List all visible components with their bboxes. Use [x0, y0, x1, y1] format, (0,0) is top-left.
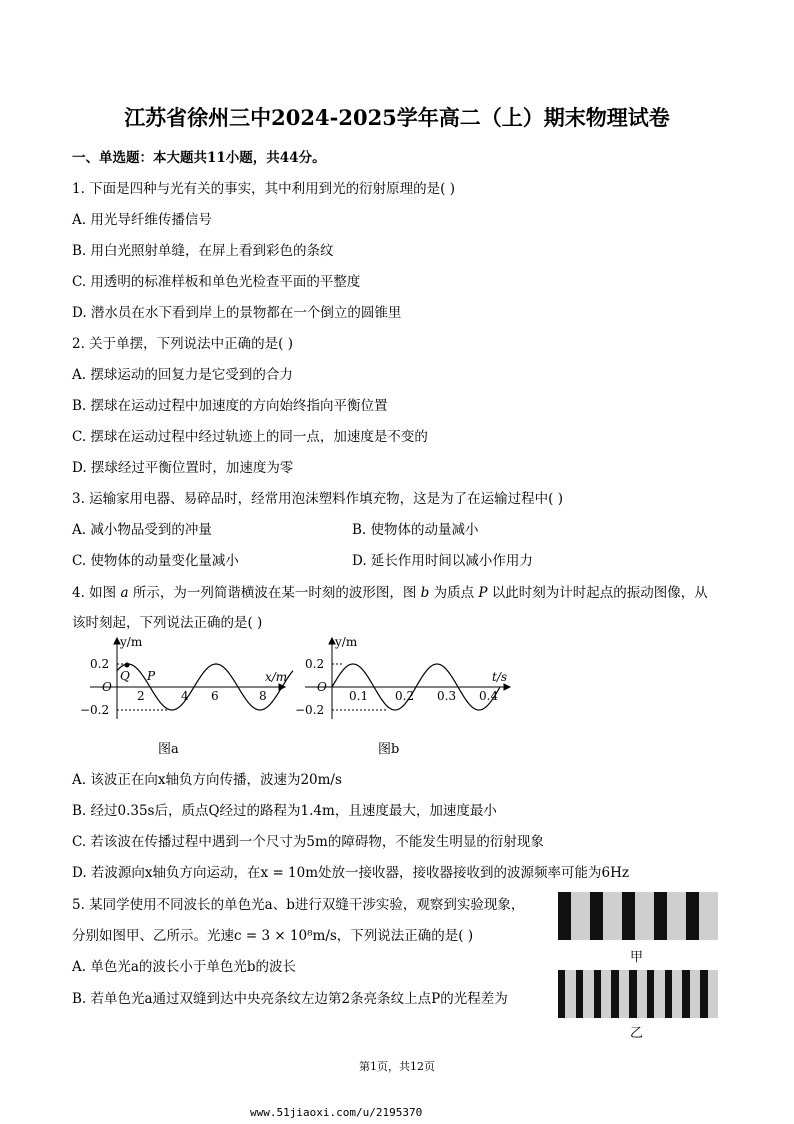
- q4-stem-part: 为质点: [433, 585, 475, 601]
- dark-fringe: [558, 892, 571, 940]
- x-tick: 8: [259, 689, 267, 703]
- q4-stem-part: 所示，为一列简谐横波在某一时刻的波形图，图: [132, 585, 417, 601]
- y-tick-top: 0.2: [305, 657, 325, 671]
- t-axis-arrow: [504, 684, 510, 690]
- dark-fringe: [686, 892, 699, 940]
- page-footer: 第1页，共12页: [359, 1060, 435, 1073]
- q4-stem-line1: [72, 581, 708, 601]
- dark-fringe: [576, 970, 583, 1018]
- q4-stem-part: 以此时刻为计时起点的振动图像，从: [491, 585, 708, 601]
- origin-label: O: [317, 680, 327, 694]
- section-heading: 一、单选题：本大题共11小题，共44分。: [72, 150, 326, 166]
- t-tick: 0.4: [479, 689, 499, 703]
- dark-fringe: [647, 970, 654, 1018]
- q5-option-a: A. 单色光a的波长小于单色光b的波长: [72, 959, 297, 975]
- watermark-url: www.51jiaoxi.com/u/2195370: [250, 1106, 423, 1119]
- q1-option-d: D. 潜水员在水下看到岸上的景物都在一个倒立的圆锥里: [72, 305, 402, 321]
- dark-fringe: [594, 970, 601, 1018]
- y-tick-top: 0.2: [90, 657, 110, 671]
- t-tick: 0.2: [395, 689, 415, 703]
- x-tick: 6: [211, 689, 219, 703]
- q4-var-b: b: [420, 585, 430, 601]
- point-q-label: Q: [120, 669, 130, 683]
- q3-option-d: D. 延长作用时间以减小作用力: [352, 553, 533, 569]
- y-axis-label: y/m: [120, 635, 143, 649]
- y-tick-bottom: −0.2: [80, 703, 110, 717]
- q4-option-a: A. 该波正在向x轴负方向传播，波速为20m/s: [72, 772, 342, 788]
- q3-option-c: C. 使物体的动量变化量减小: [72, 553, 239, 569]
- dark-fringe: [629, 970, 636, 1018]
- wave-graph-a: [80, 634, 300, 724]
- dark-fringe: [590, 892, 603, 940]
- dark-fringe: [654, 892, 667, 940]
- q3-option-b: B. 使物体的动量减小: [352, 522, 479, 538]
- fringe-label-yi: 乙: [630, 1026, 644, 1041]
- q1-option-a: A. 用光导纤维传播信号: [72, 212, 212, 228]
- fringe-pattern-jia: [558, 892, 718, 940]
- q3-option-a: A. 减小物品受到的冲量: [72, 522, 212, 538]
- q2-stem: 2. 关于单摆，下列说法中正确的是( ): [72, 336, 293, 352]
- dark-fringe: [611, 970, 618, 1018]
- figure-a-caption: 图a: [158, 742, 179, 757]
- point-p-label: P: [147, 669, 156, 683]
- q2-option-c: C. 摆球在运动过程中经过轨迹上的同一点，加速度是不变的: [72, 429, 428, 445]
- dark-fringe: [558, 970, 565, 1018]
- q1-stem: 1. 下面是四种与光有关的事实，其中利用到光的衍射原理的是( ): [72, 181, 455, 197]
- t-axis-label: t/s: [492, 670, 508, 684]
- x-axis-label: x/m: [265, 670, 288, 684]
- dark-fringe: [700, 970, 707, 1018]
- q1-option-b: B. 用白光照射单缝，在屏上看到彩色的条纹: [72, 243, 334, 259]
- q4-var-p: P: [478, 585, 488, 601]
- q1-option-c: C. 用透明的标准样板和单色光检查平面的平整度: [72, 274, 361, 290]
- q4-stem-part: 4. 如图: [72, 585, 117, 601]
- t-tick: 0.3: [437, 689, 457, 703]
- q5-stem-line1: 5. 某同学使用不同波长的单色光a、b进行双缝干涉实验，观察到实验现象，: [72, 897, 525, 913]
- q5-stem-line2: 分别如图甲、乙所示。光速c = 3 × 10⁸m/s，下列说法正确的是( ): [72, 928, 474, 944]
- x-tick: 2: [137, 689, 145, 703]
- q2-option-d: D. 摆球经过平衡位置时，加速度为零: [72, 460, 294, 476]
- origin-label: O: [102, 680, 112, 694]
- fringe-label-jia: 甲: [630, 950, 644, 965]
- q4-option-c: C. 若该波在传播过程中遇到一个尺寸为5m的障碍物，不能发生明显的衍射现象: [72, 834, 544, 850]
- q2-option-a: A. 摆球运动的回复力是它受到的合力: [72, 367, 293, 383]
- vibration-graph-b: [295, 634, 520, 724]
- x-tick: 4: [181, 689, 189, 703]
- q3-stem: 3. 运输家用电器、易碎品时，经常用泡沫塑料作填充物，这是为了在运输过程中( ): [72, 491, 563, 507]
- figure-b-caption: 图b: [378, 742, 400, 757]
- page-title: 江苏省徐州三中2024-2025学年高二（上）期末物理试卷: [124, 105, 670, 130]
- q4-option-d: D. 若波源向x轴负方向运动，在x = 10m处放一接收器，接收器接收到的波源频率可能为6Hz: [72, 865, 629, 881]
- dark-fringe: [682, 970, 689, 1018]
- t-tick: 0.1: [349, 689, 369, 703]
- q5-option-b: B. 若单色光a通过双缝到达中央亮条纹左边第2条亮条纹上点P的光程差为: [72, 991, 508, 1007]
- q4-stem-line2: 该时刻起，下列说法正确的是( ): [72, 615, 263, 631]
- y-tick-bottom: −0.2: [295, 703, 325, 717]
- dark-fringe: [665, 970, 672, 1018]
- y-axis-label: y/m: [335, 635, 358, 649]
- dark-fringe: [622, 892, 635, 940]
- q4-option-b: B. 经过0.35s后，质点Q经过的路程为1.4m，且速度最大，加速度最小: [72, 803, 497, 819]
- q4-var-a: a: [120, 585, 129, 601]
- fringe-pattern-yi: [558, 970, 718, 1018]
- point-q-dot: [125, 663, 130, 668]
- q2-option-b: B. 摆球在运动过程中加速度的方向始终指向平衡位置: [72, 398, 388, 414]
